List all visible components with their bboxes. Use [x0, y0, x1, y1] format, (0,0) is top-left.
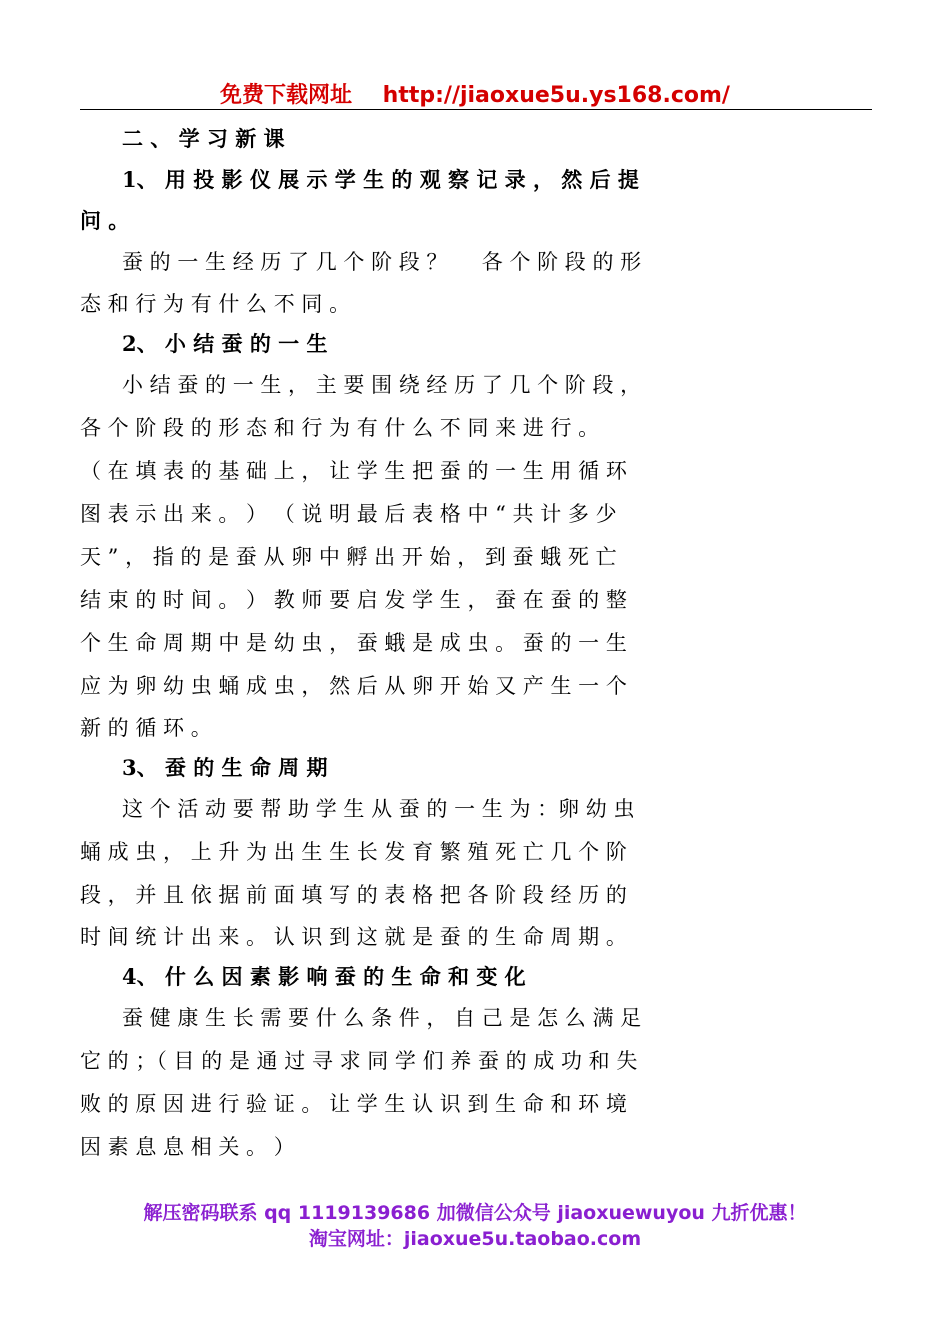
body-text-line: 段 ， 并 且 依 据 前 面 填 写 的 表 格 把 各 阶 段 经 历 的	[80, 883, 627, 907]
section-heading-line: 4、 什 么 因 素 影 响 蚕 的 生 命 和 变 化	[80, 964, 526, 989]
body-text-line: 败 的 原 因 进 行 验 证 。 让 学 生 认 识 到 生 命 和 环 境	[80, 1092, 627, 1116]
body-text-line: 蛹 成 虫 ， 上 升 为 出 生 生 长 发 育 繁 殖 死 亡 几 个 阶	[80, 840, 627, 864]
section-heading-line: 二 、 学 习 新 课	[80, 126, 285, 151]
body-text-line: 蚕 的 一 生 经 历 了 几 个 阶 段 ？ 各 个 阶 段 的 形	[80, 250, 642, 274]
download-url-header: 免费下载网址 http://jiaoxue5u.ys168.com/	[220, 83, 730, 108]
body-text-line: 应 为 卵 幼 虫 蛹 成 虫 ， 然 后 从 卵 开 始 又 产 生 一 个	[80, 674, 627, 698]
body-text-line: 它 的 ；（ 目 的 是 通 过 寻 求 同 学 们 养 蚕 的 成 功 和 失	[80, 1049, 638, 1073]
body-text-line: 蚕 健 康 生 长 需 要 什 么 条 件 ， 自 己 是 怎 么 满 足	[80, 1006, 642, 1030]
section-heading-line: 3、 蚕 的 生 命 周 期	[80, 755, 328, 780]
section-heading-line: 问 。	[80, 208, 130, 233]
body-text-line: 结 束 的 时 间 。 ） 教 师 要 启 发 学 生 ， 蚕 在 蚕 的 整	[80, 588, 627, 612]
document-body	[80, 118, 855, 1169]
body-text-line: 各 个 阶 段 的 形 态 和 行 为 有 什 么 不 同 来 进 行 。	[80, 416, 600, 440]
body-text-line: 图 表 示 出 来 。 ） （ 说 明 最 后 表 格 中 “ 共 计 多 少	[80, 502, 617, 526]
section-heading-line: 2、 小 结 蚕 的 一 生	[80, 331, 328, 356]
body-text-line: 个 生 命 周 期 中 是 幼 虫 ， 蚕 蛾 是 成 虫 。 蚕 的 一 生	[80, 631, 627, 655]
body-text-line: 小 结 蚕 的 一 生 ， 主 要 围 绕 经 历 了 几 个 阶 段 ，	[80, 373, 642, 397]
footer-contact-line: 解压密码联系 qq 1119139686 加微信公众号 jiaoxuewuyou 九折优惠！	[143, 1202, 807, 1224]
footer-shop-url: 淘宝网址：jiaoxue5u.taobao.com	[308, 1228, 642, 1250]
body-text-line: 这 个 活 动 要 帮 助 学 生 从 蚕 的 一 生 为 ：卵 幼 虫	[80, 797, 635, 821]
body-text-line: 因 素 息 息 相 关 。 ）	[80, 1135, 295, 1159]
header-divider	[80, 109, 872, 110]
body-text-line: 新 的 循 环 。	[80, 716, 212, 740]
body-text-line: 时 间 统 计 出 来 。 认 识 到 这 就 是 蚕 的 生 命 周 期 。	[80, 925, 627, 949]
section-heading-line: 1、 用 投 影 仪 展 示 学 生 的 观 察 记 录 ， 然 后 提	[80, 167, 639, 192]
body-text-line: （ 在 填 表 的 基 础 上 ， 让 学 生 把 蚕 的 一 生 用 循 环	[80, 459, 627, 483]
body-text-line: 态 和 行 为 有 什 么 不 同 。	[80, 292, 351, 316]
body-text-line: 天 ” ， 指 的 是 蚕 从 卵 中 孵 出 开 始 ， 到 蚕 蛾 死 亡	[80, 545, 617, 569]
